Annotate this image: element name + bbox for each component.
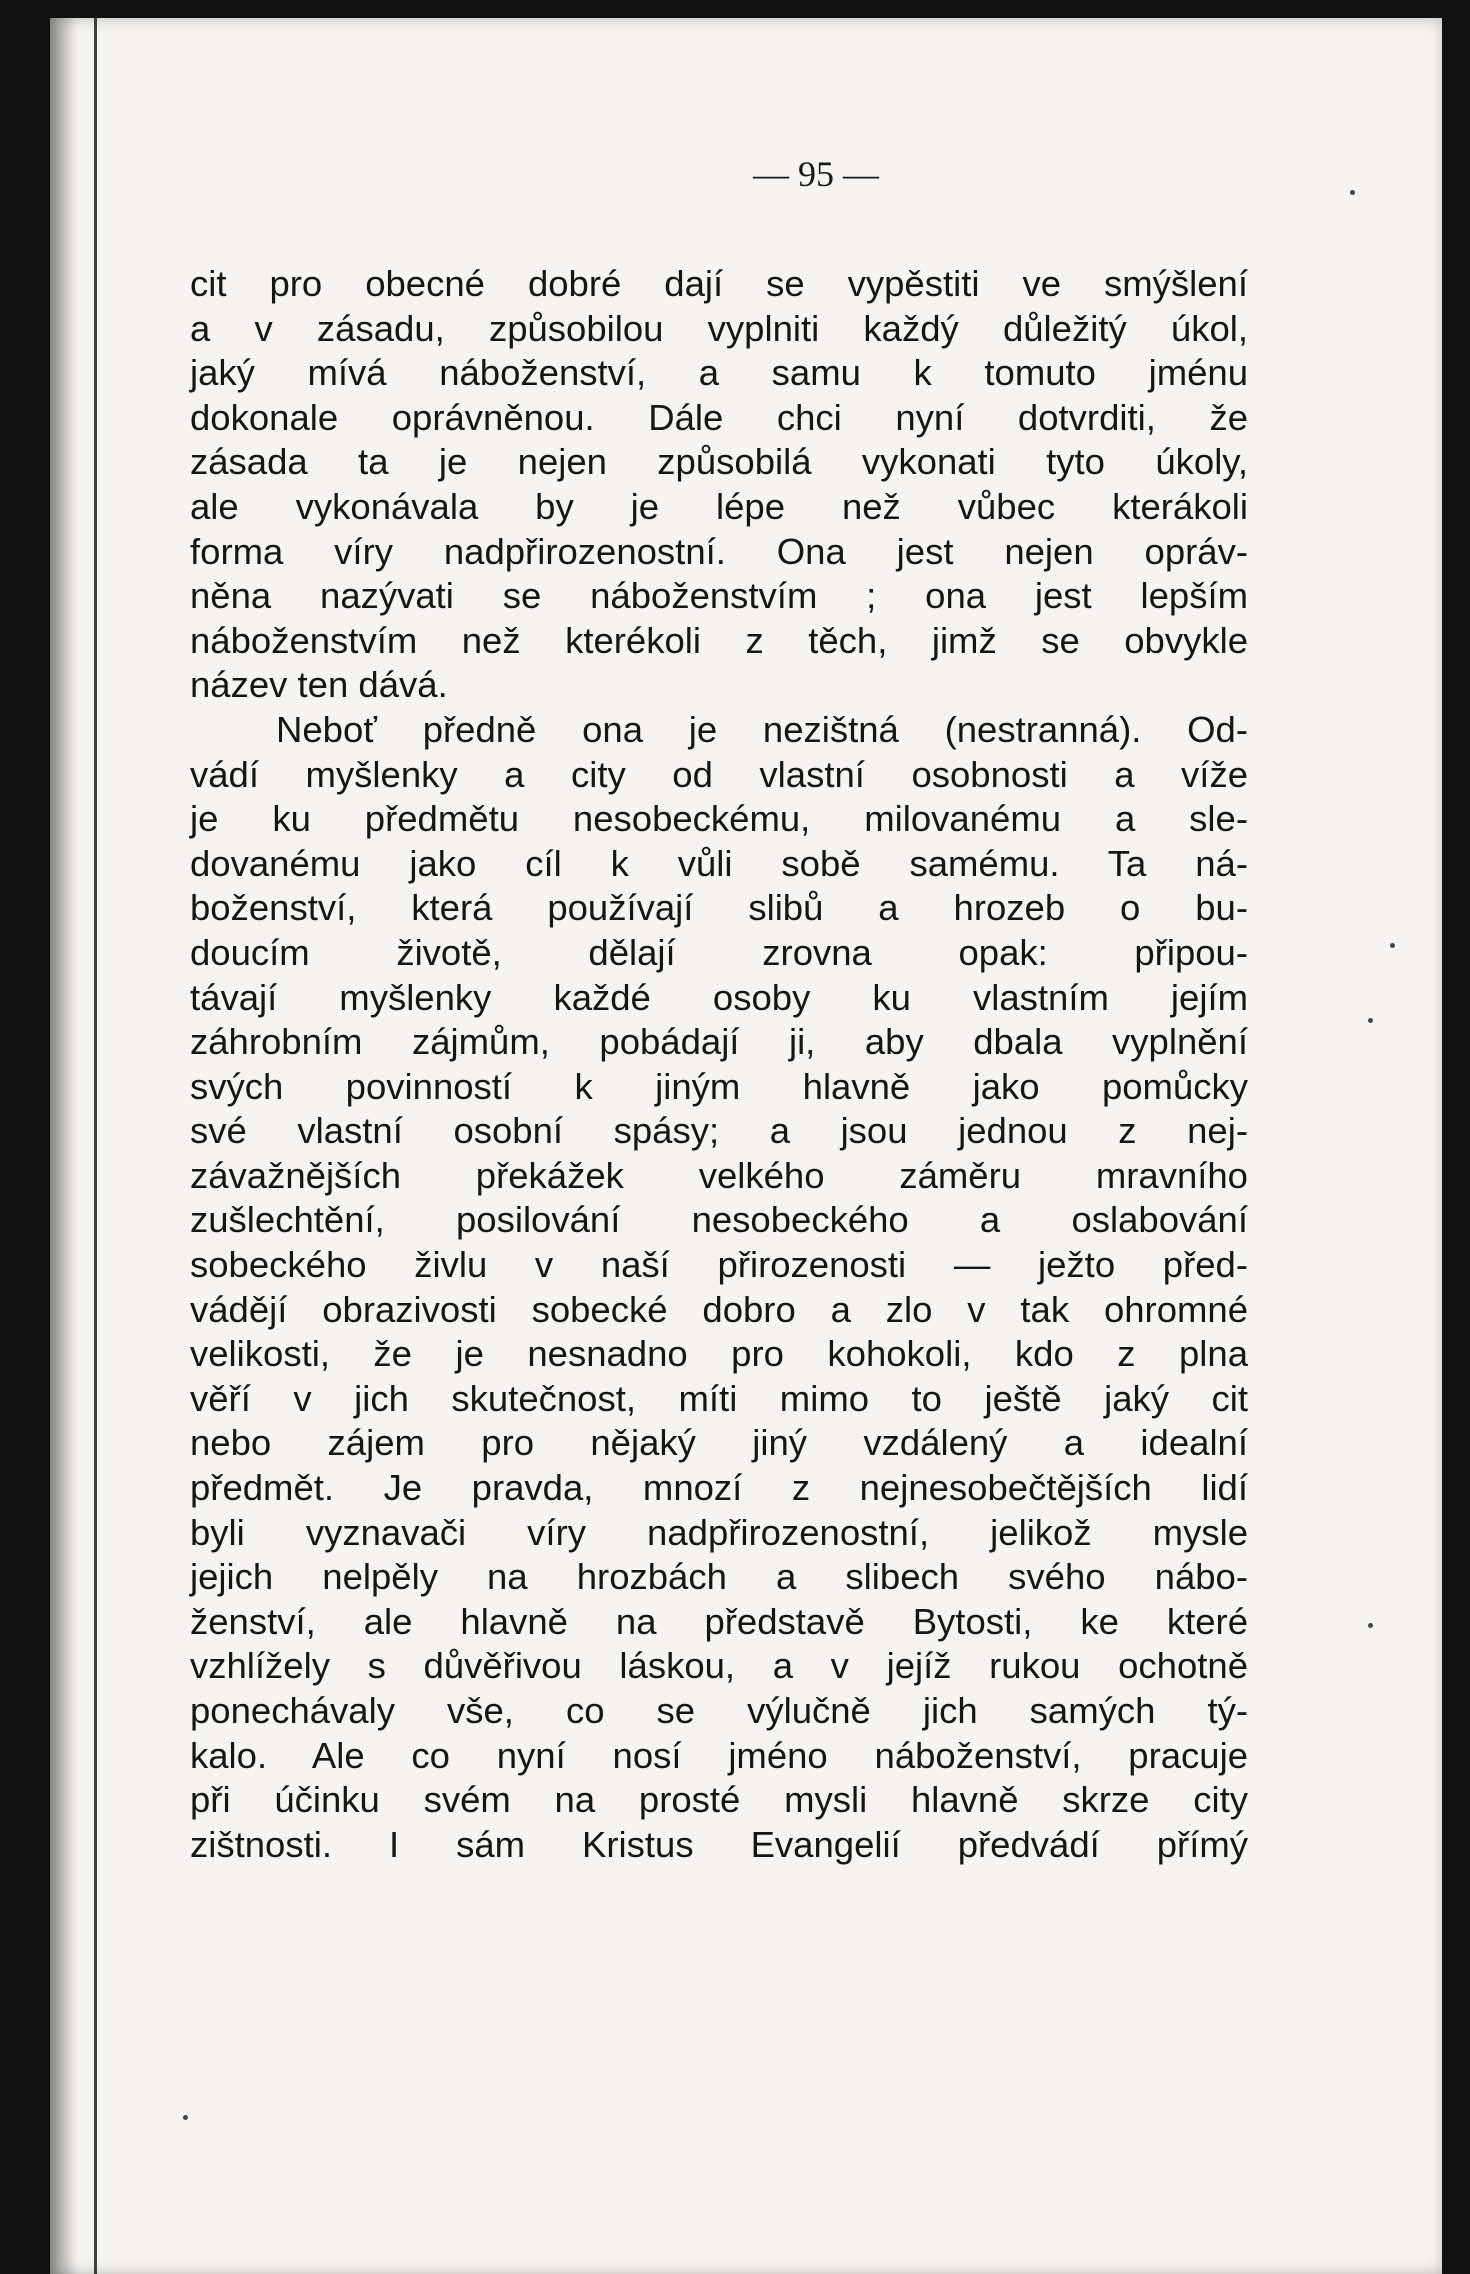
text-line: a v zásadu, způsobilou vyplniti každý důležitý úkol, [190, 307, 1248, 349]
text-line: ženství, ale hlavně na představě Bytosti, ke které [190, 1600, 1248, 1642]
text-line: forma víry nadpřirozenostní. Ona jest nejen opráv- [190, 530, 1248, 572]
dust-speck [1390, 943, 1395, 948]
gutter-shadow [50, 18, 78, 2274]
text-line: ale vykonávala by je lépe než vůbec kterákoli [190, 485, 1248, 527]
text-line: předmět. Je pravda, mnozí z nejnesobečtějších lidí [190, 1467, 1248, 1509]
text-line: záhrobním zájmům, pobádají ji, aby dbala vyplnění [190, 1021, 1248, 1063]
dust-speck [1368, 1623, 1373, 1628]
text-line: něna nazývati se náboženstvím ; ona jest lepším [190, 575, 1248, 617]
text-line: jaký mívá náboženství, a samu k tomuto jménu [190, 352, 1248, 394]
body-text [190, 262, 1248, 1867]
text-line: je ku předmětu nesobeckému, milovanému a sle- [190, 798, 1248, 840]
text-line: svých povinností k jiným hlavně jako pomůcky [190, 1065, 1248, 1107]
text-line: doucím životě, dělají zrovna opak: připou- [190, 931, 1248, 973]
text-line: nebo zájem pro nějaký jiný vzdálený a idealní [190, 1422, 1248, 1464]
dust-speck [1368, 1018, 1373, 1023]
text-line: věří v jich skutečnost, míti mimo to ještě jaký cit [190, 1377, 1248, 1419]
text-line: náboženstvím než kterékoli z těch, jimž se obvykle [190, 619, 1248, 661]
text-line: zásada ta je nejen způsobilá vykonati tyto úkoly, [190, 441, 1248, 483]
book-page [50, 18, 1442, 2274]
text-line: sobeckého živlu v naší přirozenosti — ježto před- [190, 1244, 1248, 1286]
text-line: velikosti, že je nesnadno pro kohokoli, kdo z plna [190, 1333, 1248, 1375]
text-line: távají myšlenky každé osoby ku vlastním jejím [190, 976, 1248, 1018]
text-line: vádí myšlenky a city od vlastní osobnosti a víže [190, 753, 1248, 795]
text-line: kalo. Ale co nyní nosí jméno náboženství, pracuje [190, 1734, 1248, 1776]
text-line: boženství, která používají slibů a hrozeb o bu- [190, 887, 1248, 929]
text-line: cit pro obecné dobré dají se vypěstiti ve smýšlení [190, 263, 1248, 304]
text-line: zušlechtění, posilování nesobeckého a oslabování [190, 1199, 1248, 1241]
dust-speck [1350, 190, 1355, 195]
text-line: Neboť předně ona je nezištná (nestranná). Od- [276, 708, 1248, 750]
page-number: — 95 — [753, 154, 879, 194]
page-edge-line [94, 18, 97, 2274]
text-line: dokonale oprávněnou. Dále chci nyní dotvrditi, že [190, 396, 1248, 438]
text-line: jejich nelpěly na hrozbách a slibech svého nábo- [190, 1556, 1248, 1598]
text-line: vzhlížely s důvěřivou láskou, a v jejíž rukou ochotně [190, 1645, 1248, 1687]
text-line: zištnosti. I sám Kristus Evangelií předvádí přímý [190, 1823, 1248, 1865]
dust-speck [183, 2115, 188, 2120]
text-line: závažnějších překážek velkého záměru mravního [190, 1154, 1248, 1196]
text-line: při účinku svém na prosté mysli hlavně skrze city [190, 1779, 1248, 1821]
text-line: název ten dává. [190, 664, 448, 706]
text-line: své vlastní osobní spásy; a jsou jednou z nej- [190, 1110, 1248, 1152]
text-line: byli vyznavači víry nadpřirozenostní, jelikož mysle [190, 1511, 1248, 1553]
text-line: ponechávaly vše, co se výlučně jich samých tý- [190, 1690, 1248, 1731]
text-line: dovanému jako cíl k vůli sobě samému. Ta ná- [190, 842, 1248, 884]
text-line: vádějí obrazivosti sobecké dobro a zlo v tak ohromné [190, 1288, 1248, 1330]
